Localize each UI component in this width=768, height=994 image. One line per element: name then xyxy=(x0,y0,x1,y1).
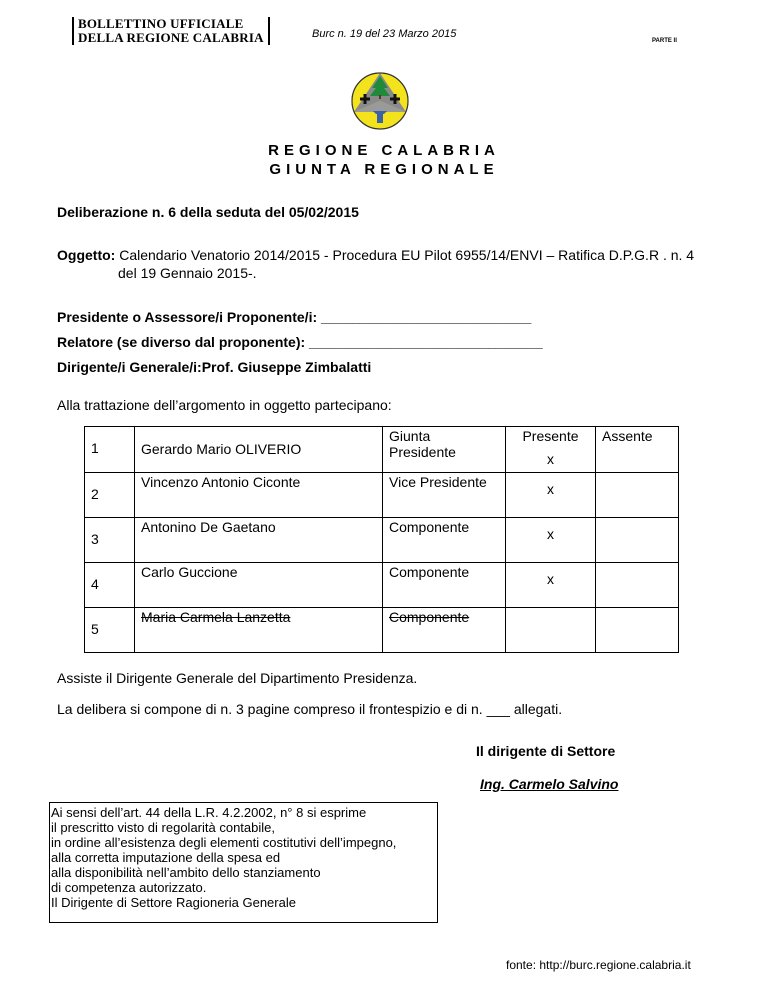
oggetto-line1: Calendario Venatorio 2014/2015 - Procedura EU Pilot 6955/14/ENVI – Ratifica D.P.G.R . n. 4 xyxy=(119,247,695,263)
presente-header: Presente xyxy=(522,428,579,444)
table-row xyxy=(85,608,679,653)
member-role: Giunta Presidente xyxy=(383,427,506,473)
assente-header: Assente xyxy=(602,428,653,444)
note-line: alla disponibilità nell’ambito dello stanziamento xyxy=(51,865,321,880)
presente-cell xyxy=(506,608,596,653)
trattazione-text: Alla trattazione dell’argomento in oggetto partecipano: xyxy=(57,397,392,413)
region-title-line1: REGIONE CALABRIA xyxy=(268,142,500,159)
presente-cell xyxy=(506,427,596,473)
oggetto-line2: del 19 Gennaio 2015-. xyxy=(118,265,257,281)
member-role: Vice Presidente xyxy=(383,473,506,518)
note-line: Ai sensi dell’art. 44 della L.R. 4.2.2002, n° 8 si esprime xyxy=(51,805,367,820)
oggetto-label: Oggetto: xyxy=(57,247,116,263)
member-number: 3 xyxy=(85,518,135,563)
presente-mark: x xyxy=(547,571,554,587)
masthead-line2: DELLA REGIONE CALABRIA xyxy=(78,30,264,45)
member-name: Antonino De Gaetano xyxy=(135,518,383,563)
note-line: il prescritto visto di regolarità contabile, xyxy=(51,820,275,835)
masthead-line1: BOLLETTINO UFFICIALE xyxy=(78,16,244,31)
table-row xyxy=(85,518,679,563)
signature-title: Il dirigente di Settore xyxy=(476,743,616,759)
member-name: Vincenzo Antonio Ciconte xyxy=(135,473,383,518)
note-line: Il Dirigente di Settore Ragioneria Generale xyxy=(51,895,296,910)
region-title xyxy=(0,141,768,179)
regione-calabria-crest-icon xyxy=(350,70,410,132)
assente-cell xyxy=(596,473,679,518)
accounting-note-box xyxy=(49,802,438,923)
member-role: Componente xyxy=(383,518,506,563)
deliberazione-number: Deliberazione n. 6 della seduta del 05/02/2015 xyxy=(57,204,359,220)
presidente-line: Presidente o Assessore/i Proponente/i: ___________________________ xyxy=(57,309,532,325)
member-name: Gerardo Mario OLIVERIO xyxy=(135,427,383,473)
assiste-text: Assiste il Dirigente Generale del Dipartimento Presidenza. xyxy=(57,670,418,686)
presente-mark: x xyxy=(547,526,554,542)
members-table xyxy=(84,426,679,653)
note-line: alla corretta imputazione della spesa ed xyxy=(51,850,281,865)
dirigente-line: Dirigente/i Generale/i:Prof. Giuseppe Zimbalatti xyxy=(57,359,372,375)
member-name: Maria Carmela Lanzetta xyxy=(135,608,383,653)
assente-cell xyxy=(596,427,679,473)
member-role: Componente xyxy=(383,563,506,608)
region-title-line2: GIUNTA REGIONALE xyxy=(269,161,499,178)
presente-mark: x xyxy=(547,481,554,497)
parte-label: PARTE II xyxy=(652,38,677,44)
member-number: 1 xyxy=(85,427,135,473)
presente-cell xyxy=(506,518,596,563)
assente-cell xyxy=(596,563,679,608)
assente-cell xyxy=(596,608,679,653)
burc-reference: Burc n. 19 del 23 Marzo 2015 xyxy=(312,28,457,40)
member-number: 4 xyxy=(85,563,135,608)
member-name: Carlo Guccione xyxy=(135,563,383,608)
relatore-line: Relatore (se diverso dal proponente): ______________________________ xyxy=(57,334,543,350)
member-number: 5 xyxy=(85,608,135,653)
member-number: 2 xyxy=(85,473,135,518)
member-role: Componente xyxy=(383,608,506,653)
table-row xyxy=(85,427,679,473)
table-row xyxy=(85,473,679,518)
oggetto-block xyxy=(57,246,717,282)
presente-cell xyxy=(506,473,596,518)
table-row xyxy=(85,563,679,608)
note-line: di competenza autorizzato. xyxy=(51,880,207,895)
note-line: in ordine all’esistenza degli elementi costitutivi dell’impegno, xyxy=(51,835,397,850)
presente-mark: x xyxy=(547,451,554,467)
delibera-pagine-text: La delibera si compone di n. 3 pagine compreso il frontespizio e di n. ___ allegati. xyxy=(57,701,563,717)
signature-name: Ing. Carmelo Salvino xyxy=(480,776,619,792)
masthead xyxy=(72,17,270,45)
source-url: fonte: http://burc.regione.calabria.it xyxy=(506,958,691,972)
assente-cell xyxy=(596,518,679,563)
presente-cell xyxy=(506,563,596,608)
